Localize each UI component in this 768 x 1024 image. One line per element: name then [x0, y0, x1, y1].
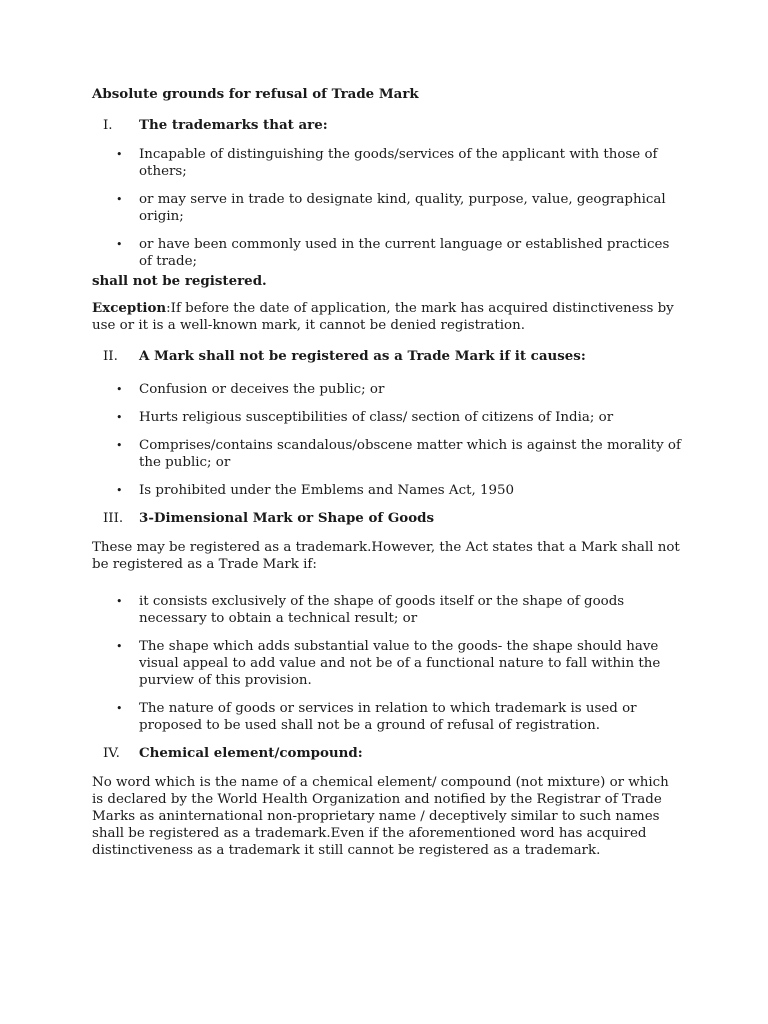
bullet-icon: • [116, 595, 123, 608]
list-item-text: Is prohibited under the Emblems and Names Act, 1950 [139, 483, 515, 498]
section-2-list [92, 381, 682, 499]
list-item-text: Hurts religious susceptibilities of class/ section of citizens of India; or [139, 410, 614, 425]
section-numeral: IV. [103, 746, 120, 761]
bullet-icon: • [116, 193, 123, 206]
section-4-body: No word which is the name of a chemical element/ compound (not mixture) or which is declared by the World Health Organization and notified by the Registrar of Trade Marks as aninternational non-proprietary name / deceptively similar to such names shall be registered as a trademark.Even if the aforementioned word has acquired distinctiveness as a trademark it still cannot be registered as a trademark. [92, 775, 669, 858]
section-title: The trademarks that are: [139, 117, 328, 133]
list-item-text: Confusion or deceives the public; or [139, 382, 385, 397]
section-3-list [92, 593, 682, 734]
section-2-heading [92, 348, 682, 365]
list-item [92, 638, 682, 689]
list-item [92, 146, 682, 180]
list-item-text: Incapable of distinguishing the goods/services of the applicant with those of others; [139, 147, 658, 179]
bullet-icon: • [116, 640, 123, 653]
exception-text: :If before the date of application, the mark has acquired distinctiveness by use or it is a well-known mark, it cannot be denied registration. [92, 301, 674, 333]
section-1-list [92, 146, 682, 270]
list-item [92, 593, 682, 627]
section-numeral: II. [103, 349, 118, 364]
list-item-text: or have been commonly used in the current language or established practices of trade; [139, 237, 670, 269]
bullet-icon: • [116, 383, 123, 396]
bullet-icon: • [116, 148, 123, 161]
bullet-icon: • [116, 702, 123, 715]
bullet-icon: • [116, 411, 123, 424]
exception-paragraph [92, 300, 682, 334]
exception-label: Exception [92, 300, 167, 316]
list-item-text: The shape which adds substantial value to the goods- the shape should have visual appeal to add value and not be of a functional nature to fall within the purview of this provision. [139, 639, 661, 688]
section-title: 3-Dimensional Mark or Shape of Goods [139, 510, 435, 526]
section-1-heading [92, 117, 682, 134]
section-title: A Mark shall not be registered as a Trade Mark if it causes: [139, 348, 586, 364]
bullet-icon: • [116, 484, 123, 497]
list-item-text: The nature of goods or services in relation to which trademark is used or proposed to be used shall not be a ground of refusal of registration. [139, 701, 637, 733]
list-item [92, 236, 682, 270]
list-item [92, 437, 682, 471]
closing-statement: shall not be registered. [92, 273, 267, 289]
document-title: Absolute grounds for refusal of Trade Mark [92, 86, 419, 102]
section-numeral: III. [103, 511, 124, 526]
section-title: Chemical element/compound: [139, 745, 363, 761]
list-item-text: it consists exclusively of the shape of goods itself or the shape of goods necessary to obtain a technical result; or [139, 594, 625, 626]
bullet-icon: • [116, 439, 123, 452]
section-4-heading [92, 745, 682, 762]
document-page [92, 86, 682, 869]
section-3-intro: These may be registered as a trademark.However, the Act states that a Mark shall not be registered as a Trade Mark if: [92, 540, 680, 572]
list-item [92, 409, 682, 426]
list-item [92, 191, 682, 225]
section-3-heading [92, 510, 682, 527]
list-item [92, 381, 682, 398]
section-numeral: I. [103, 118, 113, 133]
list-item [92, 482, 682, 499]
list-item-text: or may serve in trade to designate kind, quality, purpose, value, geographical origin; [139, 192, 666, 224]
list-item-text: Comprises/contains scandalous/obscene matter which is against the morality of the public; or [139, 438, 681, 470]
list-item [92, 700, 682, 734]
bullet-icon: • [116, 238, 123, 251]
